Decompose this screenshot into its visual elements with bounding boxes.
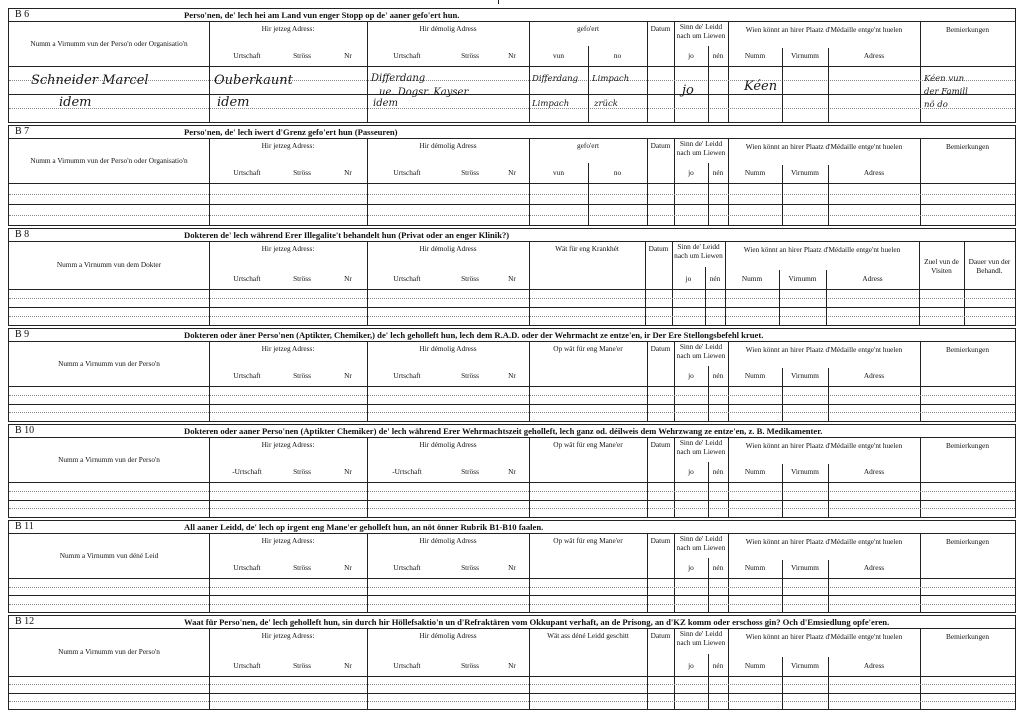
medal-recipient-header: Wien könnt an hirer Plaatz d'Médaille entge'nt huelen: [745, 345, 903, 354]
alive-column-header: Sinn de' Leidd nach um Liewen: [676, 342, 726, 360]
alive-column-header: Sinn de' Leidd nach um Liewen: [676, 22, 726, 40]
yes-label: jo: [688, 371, 694, 380]
row-dotted-line: [9, 194, 1015, 195]
previous-address-header: Hir démolig Adress: [419, 631, 477, 640]
yes-label: jo: [688, 51, 694, 60]
column-divider: [728, 21, 729, 122]
column-divider: [529, 241, 530, 325]
column-divider: [529, 21, 530, 122]
column-divider: [209, 341, 210, 421]
street-label: Ströss: [461, 661, 479, 670]
section-title: Perso'nen, de' lech hei am Land vun enger Stopp op de' aaner gefo'ert hun.: [184, 10, 460, 20]
detail-column-header: gefo'ert: [577, 141, 599, 150]
column-divider: [964, 241, 965, 325]
column-divider: [529, 533, 530, 612]
remarks-column-header: Bemierkungen: [946, 537, 989, 546]
number-label: Nr: [508, 51, 516, 60]
no-label: nén: [712, 467, 724, 476]
current-address-header: Hir jetzeg Adress:: [261, 536, 315, 545]
town-label: Urtschaft: [233, 168, 261, 177]
date-column-header: Datum: [650, 24, 671, 33]
number-label: Nr: [508, 563, 516, 572]
previous-address-header: Hir démolig Adress: [419, 344, 477, 353]
previous-address-header: Hir démolig Adress: [419, 536, 477, 545]
surname-label: Numm: [744, 467, 766, 476]
number-label: Nr: [344, 467, 352, 476]
section-b12: [8, 615, 1016, 710]
column-divider: [645, 241, 646, 325]
column-divider: [367, 138, 368, 225]
handwritten-medal-recipient: Kéen: [744, 79, 778, 94]
row-dotted-line: [9, 316, 1015, 317]
medal-recipient-header: Wien könnt an hirer Plaatz d'Médaille entge'nt huelen: [745, 25, 903, 34]
previous-address-header: Hir démolig Adress: [419, 440, 477, 449]
alive-column-header: Sinn de' Leidd nach um Liewen: [676, 438, 726, 456]
town-label: Urtschaft: [233, 661, 261, 670]
street-label: Ströss: [293, 467, 311, 476]
alive-column-header: Sinn de' Leidd nach um Liewen: [676, 534, 726, 552]
section-title: Dokteren oder äner Perso'nen (Aptikter, Chemiker,) de' lech geholleft hun, lech dem R.A.D. oder der Wehrmacht ze entze'en, ir Der Ere Stellongsbefehl kruet.: [184, 330, 764, 340]
number-label: Nr: [344, 371, 352, 380]
street-label: Ströss: [293, 371, 311, 380]
header-divider: [9, 676, 1015, 677]
town-label: Urtschaft: [233, 563, 261, 572]
street-label: Ströss: [293, 168, 311, 177]
handwritten-name: Schneider Marcel: [31, 73, 149, 88]
row-dotted-line: [9, 395, 1015, 396]
current-address-header: Hir jetzeg Adress:: [261, 344, 315, 353]
first-name-label: Virnumm: [791, 467, 819, 476]
alive-column-header: Sinn de' Leidd nach um Liewen: [676, 629, 726, 647]
section-b8: [8, 228, 1016, 326]
town-label: Urtschaft: [233, 371, 261, 380]
section-b7: [8, 125, 1016, 226]
column-divider: [529, 628, 530, 709]
column-divider: [209, 437, 210, 517]
street-label: Ströss: [461, 51, 479, 60]
yes-label: jo: [688, 661, 694, 670]
number-label: Nr: [344, 274, 352, 283]
town-label: Urtschaft: [233, 274, 261, 283]
column-divider: [367, 341, 368, 421]
name-column-header: Numm a Virnumm vun déné Leid: [59, 551, 159, 560]
date-column-header: Datum: [650, 344, 671, 353]
medal-recipient-header: Wien könnt an hirer Plaatz d'Médaille entge'nt huelen: [743, 245, 901, 254]
name-column-header: Numm a Virnumm vun der Perso'n oder Organisatio'n: [30, 39, 188, 48]
previous-address-header: Hir démolig Adress: [419, 24, 477, 33]
handwritten-to: zrück: [594, 99, 618, 109]
row-divider: [9, 500, 1015, 501]
handwritten-current-address: Ouberkaunt: [214, 73, 293, 88]
row-dotted-line: [9, 108, 1015, 109]
column-divider: [647, 138, 648, 225]
number-label: Nr: [508, 168, 516, 177]
header-divider: [9, 183, 1015, 184]
column-divider: [209, 241, 210, 325]
handwritten-name: idem: [59, 95, 92, 110]
section-code: B 9: [15, 329, 30, 340]
handwritten-previous-address: idem: [373, 98, 398, 109]
no-label: nén: [712, 168, 724, 177]
column-divider: [367, 628, 368, 709]
section-header: [9, 616, 1015, 629]
name-column-header: Numm a Virnumm vun der Perso'n: [58, 647, 160, 656]
number-label: Nr: [508, 274, 516, 283]
town-label: Urtschaft: [393, 274, 421, 283]
street-label: Ströss: [293, 563, 311, 572]
first-name-label: Virnumm: [791, 371, 819, 380]
medal-recipient-header: Wien könnt an hirer Plaatz d'Médaille entge'nt huelen: [745, 632, 903, 641]
row-dotted-line: [9, 412, 1015, 413]
column-divider: [209, 21, 210, 122]
no-label: nén: [712, 51, 724, 60]
section-title: Waat für Perso'nen, de' lech geholleft hun, sin durch hir Höllefsaktio'n un d'Refraktären vom Okkupant verhaft, an de Prisong, an d'KZ komm oder erschoss gin? Och d'Emsiedlung opfe'eren.: [184, 617, 890, 627]
section-title: All aaner Leidd, de' lech op irgent eng Mane'er geholleft hun, an nöt önner Rubrik B1-B10 faalen.: [184, 522, 544, 532]
row-dotted-line: [9, 587, 1015, 588]
column-divider: [647, 341, 648, 421]
row-divider: [9, 693, 1015, 694]
column-divider: [529, 437, 530, 517]
name-column-header: Numm a Virnumm vun der Perso'n: [58, 359, 160, 368]
to-label: no: [613, 168, 622, 177]
page-tick-mark: [498, 0, 499, 4]
row-divider: [9, 204, 1015, 205]
section-code: B 10: [15, 425, 35, 436]
first-name-label: Virnumm: [788, 274, 817, 283]
street-label: Ströss: [293, 274, 311, 283]
column-divider: [529, 138, 530, 225]
yes-label: jo: [688, 563, 694, 572]
current-address-header: Hir jetzeg Adress:: [261, 440, 315, 449]
alive-column-header: Sinn de' Leidd nach um Liewen: [674, 242, 723, 260]
section-header: [9, 9, 1015, 22]
column-divider: [647, 628, 648, 709]
surname-label: Numm: [744, 371, 766, 380]
handwritten-remarks: nö do: [924, 100, 948, 110]
number-label: Nr: [508, 661, 516, 670]
section-header: [9, 229, 1015, 242]
address-label: Adress: [863, 563, 885, 572]
column-divider: [647, 21, 648, 122]
section-code: B 8: [15, 229, 30, 240]
header-divider: [9, 386, 1015, 387]
street-label: Ströss: [461, 274, 479, 283]
column-divider: [367, 21, 368, 122]
number-label: Nr: [344, 563, 352, 572]
date-column-header: Datum: [650, 141, 671, 150]
number-label: Nr: [344, 661, 352, 670]
column-divider: [529, 341, 530, 421]
row-dotted-line: [9, 215, 1015, 216]
handwritten-from: Differdang: [532, 74, 579, 84]
remarks-column-header: Bemierkungen: [946, 632, 989, 641]
row-dotted-line: [9, 298, 1015, 299]
surname-label: Numm: [741, 274, 763, 283]
column-divider: [209, 628, 210, 709]
handwritten-remarks: der Famill: [924, 87, 968, 97]
column-divider: [728, 341, 729, 421]
remarks-column-header: Bemierkungen: [946, 25, 989, 34]
no-label: nén: [712, 371, 724, 380]
number-label: Nr: [344, 168, 352, 177]
previous-address-header: Hir démolig Adress: [419, 141, 477, 150]
town-label: Urtschaft: [393, 168, 421, 177]
address-label: Adress: [863, 371, 885, 380]
row-dotted-line: [9, 701, 1015, 702]
handwritten-previous-address: ue. Dogsr. Kayser: [379, 87, 469, 98]
section-b6: [8, 8, 1016, 123]
section-code: B 7: [15, 126, 30, 137]
handwritten-from: Limpach: [532, 99, 570, 109]
treatment-duration-header: Dauer vun der Behandl.: [968, 257, 1011, 275]
column-divider: [728, 533, 729, 612]
town-label: Urtschaft: [393, 563, 421, 572]
address-label: Adress: [863, 467, 885, 476]
name-column-header: Numm a Virnumm vun der Perso'n oder Organisatio'n: [30, 156, 188, 165]
previous-address-header: Hir démolig Adress: [419, 244, 477, 253]
alive-column-header: Sinn de' Leidd nach um Liewen: [676, 139, 726, 157]
first-name-label: Virnumm: [791, 661, 819, 670]
surname-label: Numm: [744, 51, 766, 60]
section-header: [9, 521, 1015, 534]
row-dotted-line: [9, 684, 1015, 685]
surname-label: Numm: [744, 168, 766, 177]
medal-recipient-header: Wien könnt an hirer Plaatz d'Médaille entge'nt huelen: [745, 537, 903, 546]
column-divider: [367, 437, 368, 517]
town-label: Urtschaft: [393, 661, 421, 670]
from-label: vun: [553, 168, 564, 177]
detail-column-header: gefo'ert: [577, 24, 599, 33]
column-divider: [209, 138, 210, 225]
column-divider: [725, 241, 726, 325]
current-address-header: Hir jetzeg Adress:: [261, 631, 315, 640]
first-name-label: Virnumm: [791, 563, 819, 572]
header-divider: [9, 578, 1015, 579]
address-label: Adress: [863, 661, 885, 670]
date-column-header: Datum: [650, 631, 671, 640]
remarks-column-header: Bemierkungen: [946, 441, 989, 450]
handwritten-to: Limpach: [592, 74, 630, 84]
surname-label: Numm: [744, 661, 766, 670]
first-name-label: Virnumm: [791, 168, 819, 177]
to-label: no: [613, 51, 622, 60]
section-header: [9, 126, 1015, 139]
column-divider: [647, 437, 648, 517]
row-divider: [9, 404, 1015, 405]
address-label: Adress: [863, 51, 885, 60]
row-divider: [9, 307, 1015, 308]
remarks-column-header: Bemierkungen: [946, 142, 989, 151]
no-label: nén: [712, 661, 724, 670]
yes-label: jo: [688, 467, 694, 476]
remarks-column-header: Bemierkungen: [946, 345, 989, 354]
column-divider: [728, 138, 729, 225]
section-code: B 6: [15, 9, 30, 20]
handwritten-remarks: Kéen vun: [924, 74, 965, 84]
town-label: Urtschaft: [393, 51, 421, 60]
header-divider: [9, 289, 1015, 290]
from-label: vun: [553, 51, 564, 60]
row-dotted-line: [9, 604, 1015, 605]
yes-label: jo: [685, 274, 692, 283]
date-column-header: Datum: [650, 536, 671, 545]
number-label: Nr: [508, 467, 516, 476]
row-divider: [9, 595, 1015, 596]
current-address-header: Hir jetzeg Adress:: [261, 24, 315, 33]
name-column-header: Numm a Virnumm vun der Perso'n: [58, 455, 160, 464]
section-header: [9, 425, 1015, 438]
address-label: Adress: [862, 274, 883, 283]
date-column-header: Datum: [650, 440, 671, 449]
town-label: -Urtschaft: [232, 467, 262, 476]
detail-column-header: Wät ass déné Leidd geschitt: [547, 631, 629, 640]
surname-label: Numm: [744, 563, 766, 572]
section-b9: [8, 328, 1016, 422]
street-label: Ströss: [461, 168, 479, 177]
street-label: Ströss: [293, 661, 311, 670]
column-divider: [920, 138, 921, 225]
current-address-header: Hir jetzeg Adress:: [261, 141, 315, 150]
number-label: Nr: [344, 51, 352, 60]
column-divider: [728, 437, 729, 517]
town-label: Urtschaft: [233, 51, 261, 60]
row-dotted-line: [9, 491, 1015, 492]
name-column-header: Numm a Virnumm vun dem Dokter: [56, 260, 162, 269]
detail-column-header: Op wät für eng Mane'er: [553, 344, 623, 353]
handwritten-current-address: idem: [217, 95, 250, 110]
street-label: Ströss: [461, 563, 479, 572]
detail-column-header: Wät für eng Krankhét: [555, 244, 619, 253]
yes-label: jo: [688, 168, 694, 177]
row-divider: [9, 94, 1015, 95]
no-label: nén: [709, 274, 721, 283]
street-label: Ströss: [461, 371, 479, 380]
row-dotted-line: [9, 80, 1015, 81]
medal-recipient-header: Wien könnt an hirer Plaatz d'Médaille entge'nt huelen: [745, 142, 903, 151]
detail-column-header: Op wät für eng Mane'er: [553, 440, 623, 449]
section-code: B 11: [15, 521, 34, 532]
handwritten-previous-address: Differdang: [371, 73, 426, 84]
first-name-label: Virnumm: [791, 51, 819, 60]
no-label: nén: [712, 563, 724, 572]
section-title: Dokteren de' lech während Erer Illegalite't behandelt hun (Privat oder an enger Klinik?): [184, 230, 510, 240]
header-divider: [9, 66, 1015, 67]
section-b10: [8, 424, 1016, 518]
date-column-header: Datum: [648, 244, 669, 253]
visits-column-header: Zuel vun de Visiten: [924, 257, 959, 275]
section-b11: [8, 520, 1016, 613]
number-label: Nr: [508, 371, 516, 380]
current-address-header: Hir jetzeg Adress:: [261, 244, 315, 253]
medal-recipient-header: Wien könnt an hirer Plaatz d'Médaille entge'nt huelen: [745, 441, 903, 450]
section-title: Dokteren oder aaner Perso'nen (Aptikter Chemiker) de' lech während Erer Wehrmachtszeit geholleft, lech ganz od. déilweis dem Wehrzwang ze entze'en, z. B. Medikamenter.: [184, 426, 823, 436]
detail-column-header: Op wät für eng Mane'er: [553, 536, 623, 545]
header-divider: [9, 482, 1015, 483]
street-label: Ströss: [461, 467, 479, 476]
form-page: [8, 2, 1016, 714]
handwritten-alive-yes: jo: [682, 83, 694, 98]
section-title: Perso'nen, de' lech iwert d'Grenz gefo'ert hun (Passeuren): [184, 127, 398, 137]
address-label: Adress: [863, 168, 885, 177]
town-label: -Urtschaft: [392, 467, 422, 476]
section-code: B 12: [15, 616, 35, 627]
column-divider: [367, 241, 368, 325]
section-header: [9, 329, 1015, 342]
row-dotted-line: [9, 508, 1015, 509]
column-divider: [919, 241, 920, 325]
street-label: Ströss: [293, 51, 311, 60]
town-label: Urtschaft: [393, 371, 421, 380]
column-divider: [920, 21, 921, 122]
